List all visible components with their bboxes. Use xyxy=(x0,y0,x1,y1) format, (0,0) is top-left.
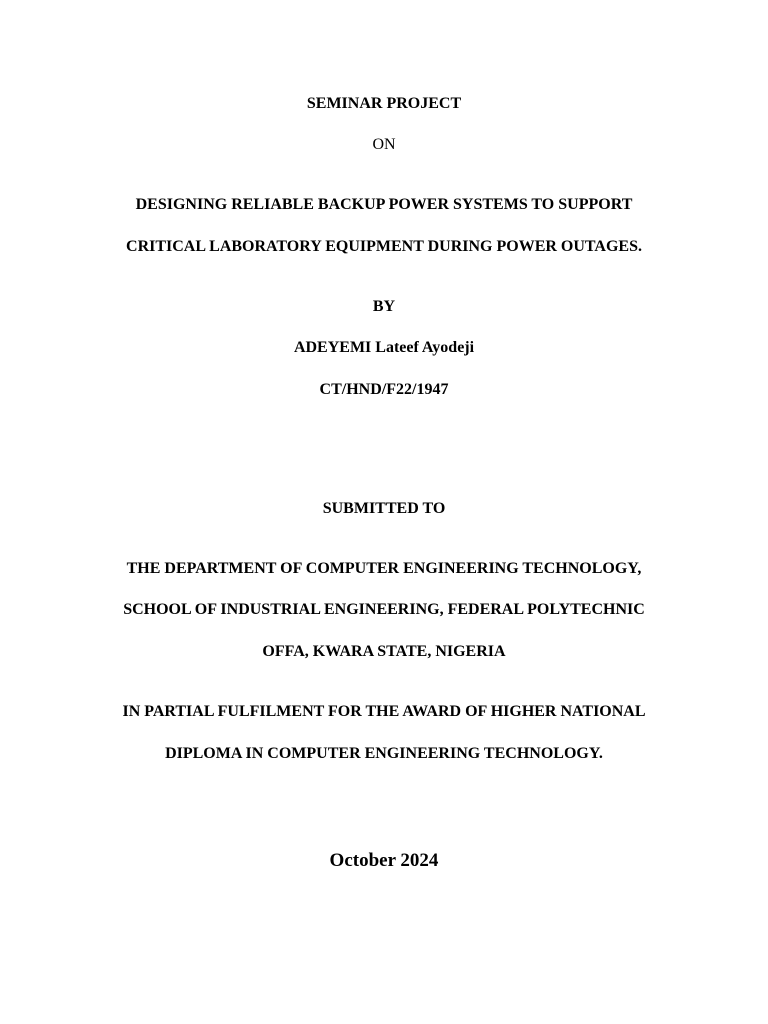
department-line-1: THE DEPARTMENT OF COMPUTER ENGINEERING TECHNOLOGY, xyxy=(126,560,642,577)
project-title-line-2: CRITICAL LABORATORY EQUIPMENT DURING POWER OUTAGES. xyxy=(126,238,642,255)
by-label: BY xyxy=(372,298,396,315)
fulfilment-line-1: IN PARTIAL FULFILMENT FOR THE AWARD OF HIGHER NATIONAL xyxy=(122,703,646,720)
project-title-line-1: DESIGNING RELIABLE BACKUP POWER SYSTEMS TO SUPPORT xyxy=(135,196,633,213)
submitted-to-label: SUBMITTED TO xyxy=(322,500,446,517)
author-name: ADEYEMI Lateef Ayodeji xyxy=(293,339,475,356)
department-line-2: SCHOOL OF INDUSTRIAL ENGINEERING, FEDERAL POLYTECHNIC xyxy=(123,601,645,618)
submission-date: October 2024 xyxy=(329,850,439,871)
on-label: ON xyxy=(372,136,396,153)
fulfilment-line-2: DIPLOMA IN COMPUTER ENGINEERING TECHNOLOGY. xyxy=(165,745,603,762)
matric-number: CT/HND/F22/1947 xyxy=(319,381,449,398)
seminar-project-heading: SEMINAR PROJECT xyxy=(306,95,462,112)
department-line-3: OFFA, KWARA STATE, NIGERIA xyxy=(262,643,506,660)
